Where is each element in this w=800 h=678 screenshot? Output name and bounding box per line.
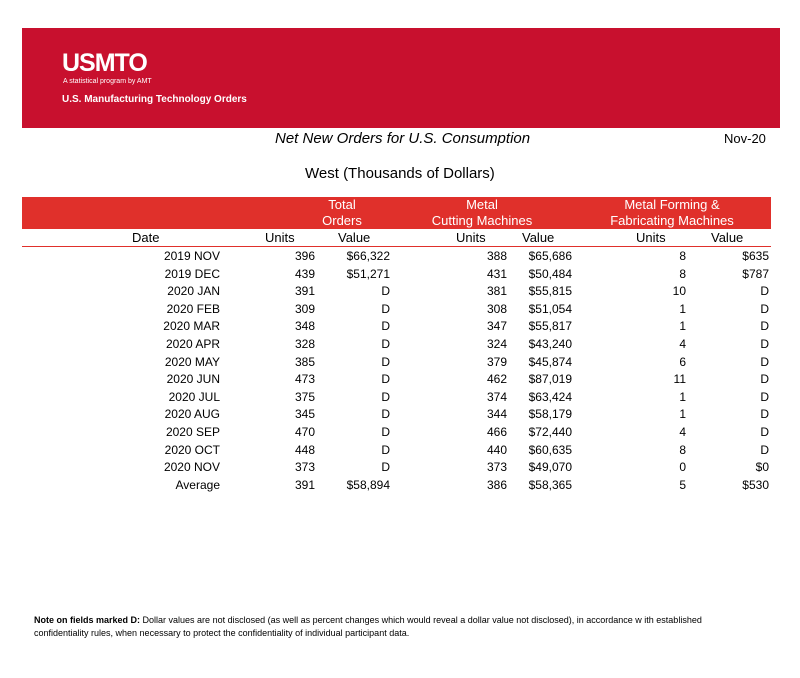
cell-tu: 345	[294, 407, 315, 422]
table-row	[0, 389, 800, 407]
cell-tv: D	[381, 301, 390, 316]
note-label: Note on fields marked D:	[34, 615, 141, 625]
table-row	[0, 424, 800, 442]
usmto-logo: USMTO	[62, 49, 147, 77]
confidentiality-note	[34, 614, 754, 640]
cell-cv: $43,240	[528, 336, 572, 351]
table-row	[0, 371, 800, 389]
cell-cv: $55,815	[528, 284, 572, 299]
col-header-cutting-value: Value	[522, 230, 555, 245]
cell-date: 2019 DEC	[164, 266, 220, 281]
cell-cu: 308	[486, 301, 507, 316]
banner-title: U.S. Manufacturing Technology Orders	[62, 94, 247, 105]
cell-date: 2020 APR	[165, 336, 220, 351]
cell-cu: 373	[486, 460, 507, 475]
report-title: Net New Orders for U.S. Consumption	[275, 130, 531, 147]
cell-fu: 0	[679, 460, 686, 475]
cell-fu: 1	[679, 301, 686, 316]
cell-cu: 466	[486, 424, 507, 439]
cell-cu: 379	[486, 354, 507, 369]
cell-cv: $58,179	[528, 407, 572, 422]
region-title: West (Thousands of Dollars)	[305, 165, 495, 182]
cell-tv: D	[381, 354, 390, 369]
cell-cu: 381	[486, 284, 507, 299]
table-row	[0, 336, 800, 354]
cell-fv: D	[760, 301, 769, 316]
cell-fu: 8	[679, 266, 686, 281]
cell-cv: $58,365	[528, 477, 572, 492]
group-forming-line1: Metal Forming &	[624, 197, 720, 212]
group-total-line2: Orders	[322, 213, 362, 228]
cell-tu: 373	[294, 460, 315, 475]
cell-cv: $72,440	[528, 424, 572, 439]
col-header-total-value: Value	[338, 230, 371, 245]
table-row	[0, 442, 800, 460]
cell-tv: $66,322	[346, 249, 390, 263]
cell-date: 2020 OCT	[164, 442, 220, 457]
cell-tu: 473	[294, 372, 315, 387]
group-cutting-line1: Metal	[466, 197, 498, 212]
group-metal-forming	[592, 197, 752, 229]
cell-cv: $49,070	[528, 460, 572, 475]
cell-fv: $635	[742, 249, 769, 263]
cell-cv: $65,686	[528, 249, 572, 263]
cell-fu: 1	[679, 319, 686, 334]
cell-cu: 440	[486, 442, 507, 457]
cell-tu: 348	[294, 319, 315, 334]
cell-cv: $55,817	[528, 319, 572, 334]
cell-date: 2020 MAY	[164, 354, 220, 369]
cell-fu: 11	[673, 372, 686, 387]
cell-cv: $60,635	[528, 442, 572, 457]
cell-date: 2020 NOV	[163, 460, 220, 475]
cell-fu: 1	[679, 389, 686, 404]
cell-tu: 375	[294, 389, 315, 404]
col-header-cutting-units: Units	[456, 230, 486, 245]
group-total-orders	[277, 197, 407, 229]
table-row	[0, 266, 800, 284]
cell-date: 2020 FEB	[166, 301, 220, 316]
cell-fv: D	[760, 354, 769, 369]
cell-cu: 374	[486, 389, 507, 404]
cell-tu: 385	[294, 354, 315, 369]
group-forming-line2: Fabricating Machines	[610, 213, 734, 228]
col-header-forming-value: Value	[711, 230, 744, 245]
cell-tv: D	[381, 460, 390, 475]
cell-fv: D	[760, 284, 769, 299]
cell-fv: $530	[742, 477, 769, 492]
cell-tu: 470	[294, 424, 315, 439]
table-row	[0, 301, 800, 319]
cell-fv: D	[760, 389, 769, 404]
group-cutting-line2: Cutting Machines	[431, 213, 533, 228]
note-text: Dollar values are not disclosed (as well as percent changes which would reveal a dollar value not disclosed), in accordance w ith established confidentiality rules, when necessary to protect the confidentiality of individual participant data.	[34, 615, 702, 638]
logo-tagline: A statistical program by AMT	[63, 78, 152, 85]
cell-tv: D	[381, 389, 390, 404]
cell-date: 2020 JUN	[166, 372, 220, 387]
cell-tu: 448	[294, 442, 315, 457]
header-banner	[22, 28, 780, 128]
cell-fu: 10	[672, 284, 686, 299]
group-metal-cutting	[417, 197, 547, 229]
cell-cu: 386	[486, 477, 507, 492]
table-row	[0, 354, 800, 372]
table-row	[0, 248, 800, 266]
cell-cv: $63,424	[528, 389, 572, 404]
cell-date: Average	[175, 477, 220, 492]
cell-cv: $87,019	[528, 372, 572, 387]
cell-date: 2020 JAN	[167, 284, 220, 299]
cell-tu: 309	[294, 301, 315, 316]
cell-fu: 8	[679, 442, 686, 457]
cell-fv: D	[760, 336, 769, 351]
cell-tu: 396	[294, 249, 315, 263]
table-row	[0, 459, 800, 477]
cell-fv: D	[760, 372, 769, 387]
cell-cu: 431	[486, 266, 507, 281]
cell-tu: 328	[294, 336, 315, 351]
orders-table	[0, 248, 800, 494]
cell-fv: D	[760, 319, 769, 334]
cell-tu: 439	[294, 266, 315, 281]
group-total-line1: Total	[328, 197, 356, 212]
cell-fv: $0	[755, 460, 769, 475]
cell-cv: $51,054	[528, 301, 572, 316]
cell-fu: 6	[679, 354, 686, 369]
cell-tv: D	[381, 284, 390, 299]
col-header-forming-units: Units	[636, 230, 666, 245]
cell-fv: D	[760, 442, 769, 457]
cell-fu: 8	[679, 249, 686, 263]
cell-tv: D	[381, 336, 390, 351]
cell-fu: 5	[679, 477, 686, 492]
cell-fu: 4	[679, 336, 686, 351]
cell-fv: D	[760, 424, 769, 439]
cell-tv: D	[381, 372, 390, 387]
cell-date: 2020 SEP	[165, 424, 220, 439]
cell-tu: 391	[294, 477, 315, 492]
cell-tv: D	[381, 424, 390, 439]
cell-cu: 347	[486, 319, 507, 334]
cell-date: 2019 NOV	[163, 249, 220, 263]
cell-cu: 388	[486, 249, 507, 263]
table-row	[0, 318, 800, 336]
cell-fv: D	[760, 407, 769, 422]
cell-tv: D	[381, 442, 390, 457]
cell-tv: D	[381, 407, 390, 422]
cell-tv: D	[381, 319, 390, 334]
cell-cu: 344	[486, 407, 507, 422]
cell-fu: 4	[679, 424, 686, 439]
col-header-total-units: Units	[265, 230, 295, 245]
column-group-header	[22, 197, 771, 229]
cell-tv: $58,894	[346, 477, 390, 492]
cell-fv: $787	[742, 266, 769, 281]
cell-tv: $51,271	[346, 266, 390, 281]
header-rule	[22, 246, 771, 247]
cell-tu: 391	[294, 284, 315, 299]
cell-cu: 462	[486, 372, 507, 387]
cell-date: 2020 AUG	[164, 407, 220, 422]
table-row	[0, 406, 800, 424]
table-row	[0, 477, 800, 495]
cell-cv: $50,484	[528, 266, 572, 281]
cell-cu: 324	[486, 336, 507, 351]
cell-fu: 1	[679, 407, 686, 422]
report-date: Nov-20	[724, 131, 766, 146]
table-row	[0, 283, 800, 301]
cell-date: 2020 JUL	[168, 389, 220, 404]
col-header-date: Date	[132, 230, 160, 245]
cell-date: 2020 MAR	[163, 319, 220, 334]
cell-cv: $45,874	[528, 354, 572, 369]
